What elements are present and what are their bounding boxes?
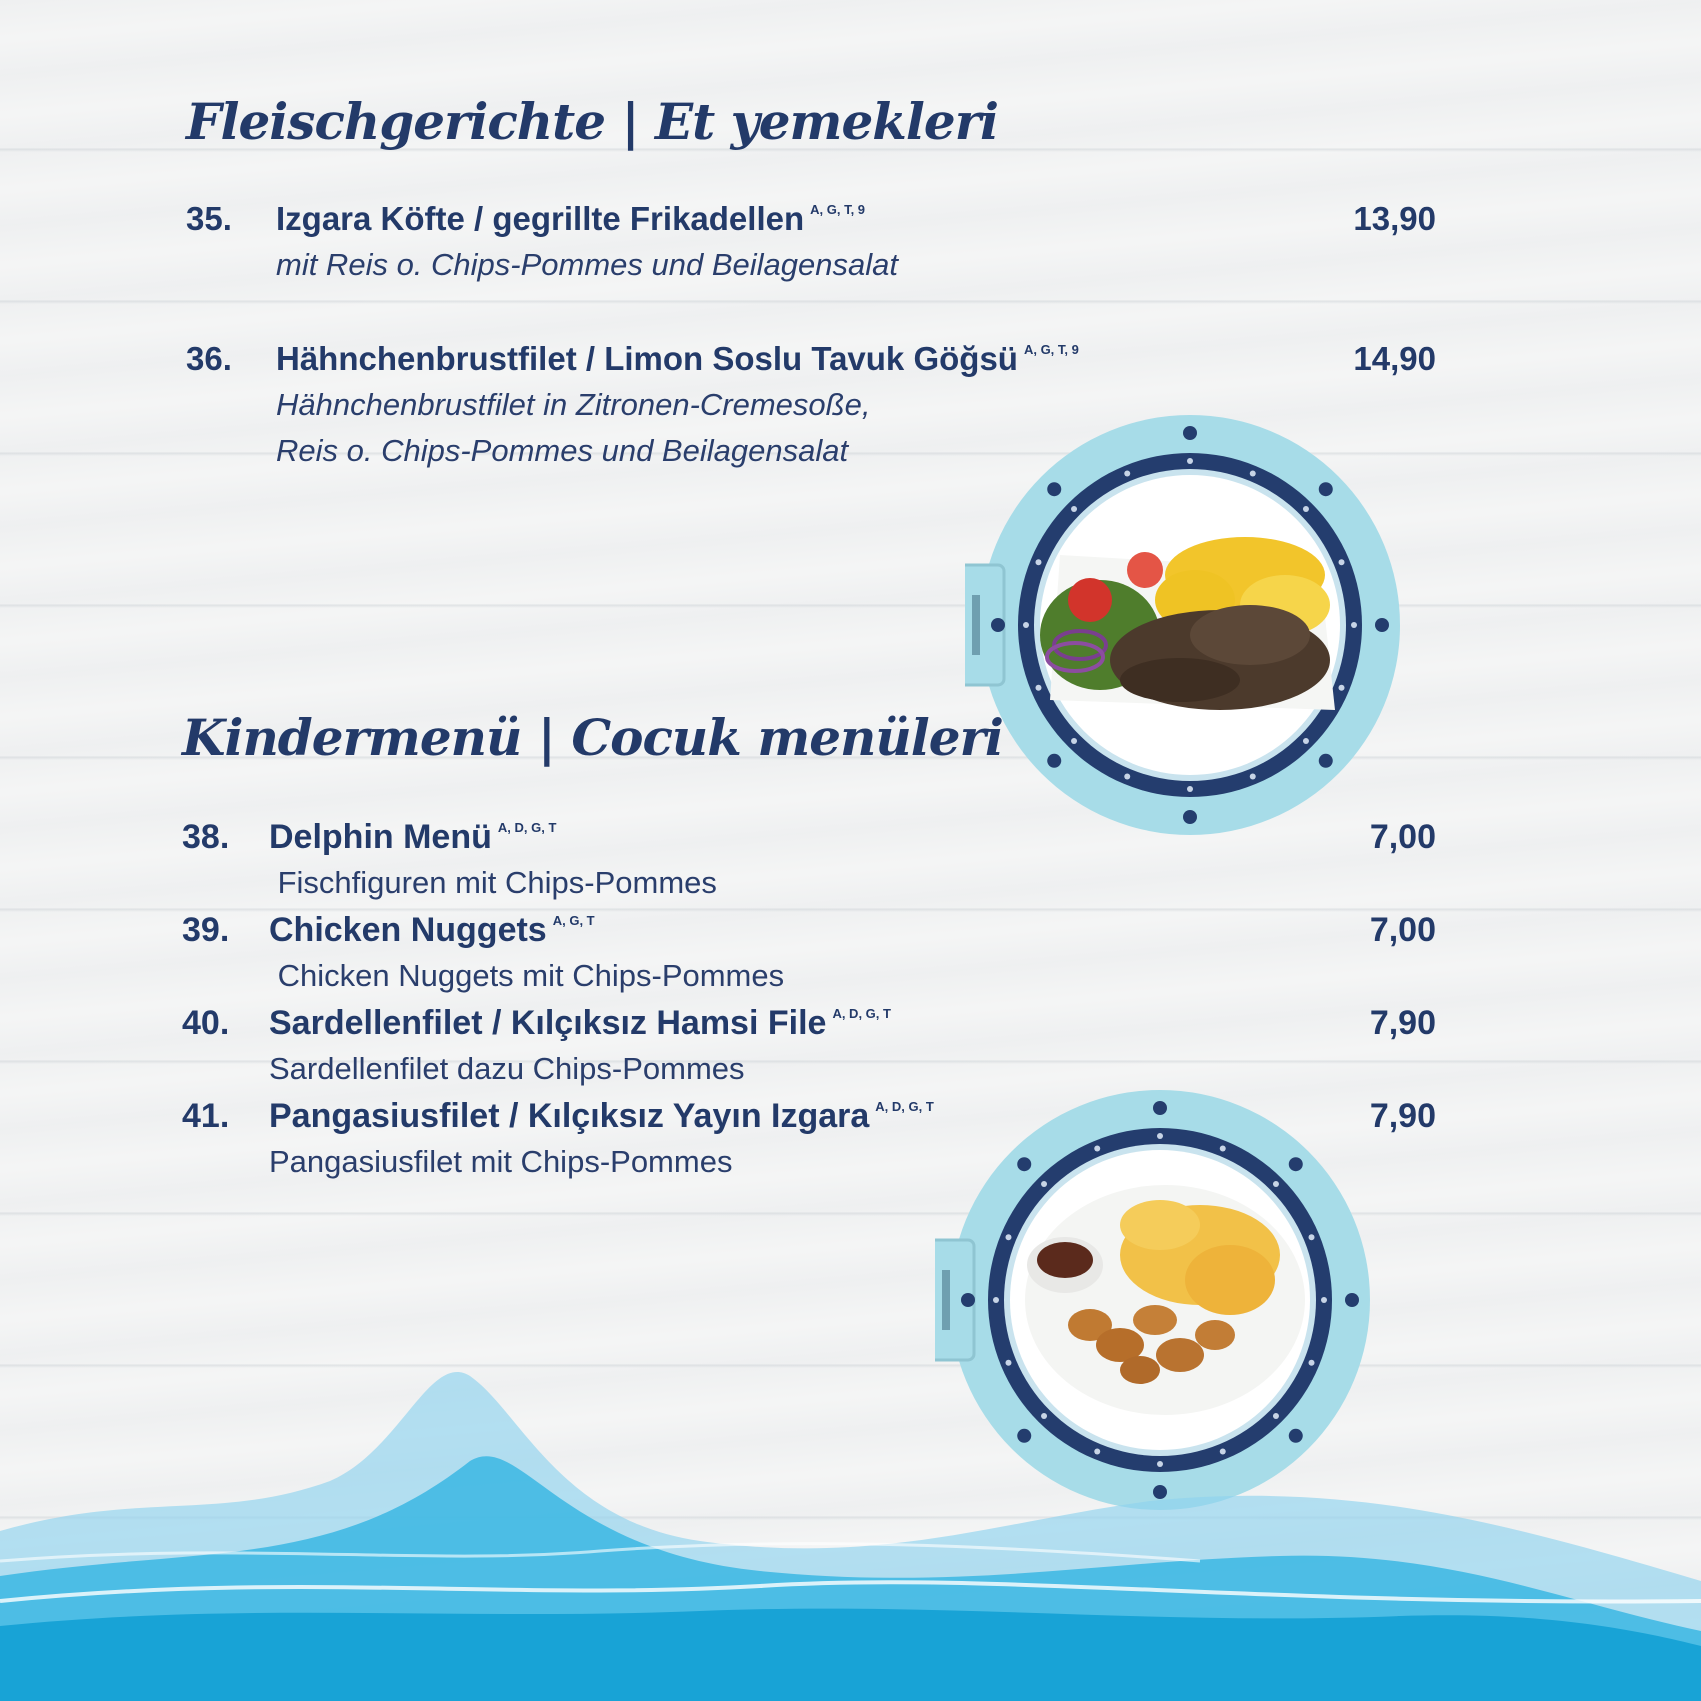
bolt	[1319, 754, 1333, 768]
item-price: 13,90	[1353, 200, 1436, 237]
porthole-grilled-meat	[965, 400, 1415, 850]
item-price: 7,00	[1369, 818, 1436, 856]
item-description: Pangasiusfilet mit Chips-Pommes	[269, 1144, 733, 1179]
item-number: 39.	[182, 911, 230, 949]
section-title-meat: Fleischgerichte | Et yemekleri	[186, 92, 999, 151]
item-description: Hähnchenbrustfilet in Zitronen-Cremesoße,	[276, 387, 871, 422]
item-name: Delphin Menü $^{A, D, G, T}$	[269, 818, 557, 856]
rivet	[1339, 685, 1345, 691]
rivet	[1250, 470, 1256, 476]
rivet	[1321, 1297, 1327, 1303]
item-name: Sardellenfilet / Kılçıksız Hamsi File $^{A, D, G, T}$	[269, 1004, 891, 1042]
item-price: 7,90	[1369, 1004, 1436, 1042]
hinge-slot	[942, 1270, 950, 1330]
bolt	[961, 1293, 975, 1307]
rivet	[1309, 1234, 1315, 1240]
rivet	[1023, 622, 1029, 628]
rivet	[1351, 622, 1357, 628]
item-name: Chicken Nuggets $^{A, G, T}$	[269, 911, 595, 949]
rivet	[1005, 1234, 1011, 1240]
rivet	[1124, 470, 1130, 476]
rivet	[1035, 559, 1041, 565]
grilled-meat-plate-photo	[1040, 537, 1335, 710]
allergen-codes: A, G, T	[552, 913, 595, 928]
rivet	[1303, 738, 1309, 744]
item-number: 41.	[182, 1097, 230, 1135]
hinge-slot	[972, 595, 980, 655]
item-number: 36.	[186, 340, 232, 377]
sea-waves-decoration	[0, 1371, 1701, 1701]
item-number: 35.	[186, 200, 232, 237]
rivet	[1309, 1360, 1315, 1366]
bolt	[1319, 482, 1333, 496]
rivet	[1124, 774, 1130, 780]
rivet	[1071, 506, 1077, 512]
bolt	[1289, 1157, 1303, 1171]
rivet	[1273, 1181, 1279, 1187]
bolt	[1183, 810, 1197, 824]
rivet	[1220, 1145, 1226, 1151]
section-title-kids: Kindermenü | Cocuk menüleri	[182, 708, 1003, 767]
rivet	[1035, 685, 1041, 691]
bolt	[1017, 1157, 1031, 1171]
menu-item-35	[186, 200, 1436, 288]
item-description: Fischfiguren mit Chips-Pommes	[269, 865, 717, 900]
bolt	[1047, 754, 1061, 768]
rivet	[1071, 738, 1077, 744]
allergen-codes: A, G, T, 9	[1023, 342, 1079, 357]
bolt	[1153, 1101, 1167, 1115]
rivet	[993, 1297, 999, 1303]
allergen-codes: A, D, G, T	[497, 820, 557, 835]
item-number: 38.	[182, 818, 230, 856]
allergen-codes: A, D, G, T	[875, 1099, 934, 1114]
item-description: mit Reis o. Chips-Pommes und Beilagensalat	[276, 247, 898, 282]
bolt	[991, 618, 1005, 632]
menu-item-39	[182, 911, 1436, 998]
rivet	[1187, 458, 1193, 464]
bolt	[1345, 1293, 1359, 1307]
bolt	[1375, 618, 1389, 632]
item-description: Sardellenfilet dazu Chips-Pommes	[269, 1051, 745, 1086]
rivet	[1187, 786, 1193, 792]
item-price: 7,90	[1369, 1097, 1436, 1135]
allergen-codes: A, D, G, T	[832, 1006, 891, 1021]
rivet	[1041, 1181, 1047, 1187]
item-number: 40.	[182, 1004, 230, 1042]
bolt	[1183, 426, 1197, 440]
allergen-codes: A, G, T, 9	[810, 202, 866, 217]
rivet	[1303, 506, 1309, 512]
item-description: Reis o. Chips-Pommes und Beilagensalat	[276, 433, 849, 468]
item-name: Izgara Köfte / gegrillte Frikadellen $^{A, G, T, 9}$	[276, 200, 866, 237]
item-price: 7,00	[1369, 911, 1436, 949]
rivet	[1250, 774, 1256, 780]
rivet	[1339, 559, 1345, 565]
bolt	[1047, 482, 1061, 496]
item-name: Hähnchenbrustfilet / Limon Soslu Tavuk Göğsü $^{A, G, T, 9}$	[276, 340, 1079, 377]
rivet	[1005, 1360, 1011, 1366]
rivet	[1157, 1133, 1163, 1139]
item-description: Chicken Nuggets mit Chips-Pommes	[269, 958, 785, 993]
rivet	[1094, 1145, 1100, 1151]
item-name: Pangasiusfilet / Kılçıksız Yayın Izgara $^{A, D, G, T}$	[269, 1097, 934, 1135]
item-price: 14,90	[1353, 340, 1436, 377]
